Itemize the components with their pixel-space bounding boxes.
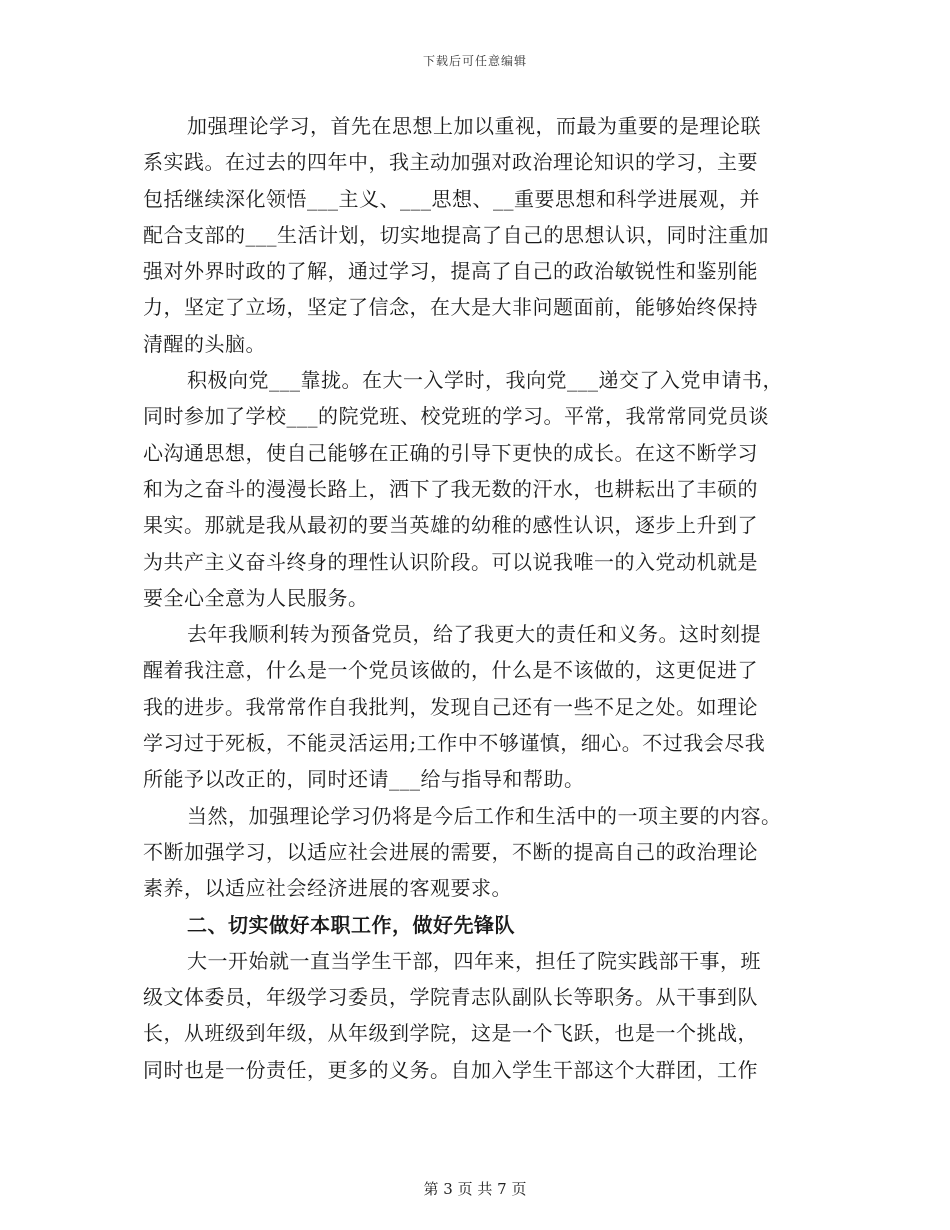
text-line: 大一开始就一直当学生干部，四年来，担任了院实践部干事，班 bbox=[187, 948, 761, 973]
text-line: 配合支部的___生活计划，切实地提高了自己的思想认识，同时注重加 bbox=[143, 222, 769, 247]
text-line: 和为之奋斗的漫漫长路上，洒下了我无数的汗水，也耕耘出了丰硕的 bbox=[143, 476, 758, 501]
text-line: 醒着我注意，什么是一个党员该做的，什么是不该做的，这更促进了 bbox=[143, 658, 758, 683]
page-header: 下载后可任意编辑 bbox=[422, 54, 527, 68]
document-body bbox=[143, 108, 823, 1088]
text-line: 系实践。在过去的四年中，我主动加强对政治理论知识的学习，主要 bbox=[143, 150, 758, 175]
text-line: 当然，加强理论学习仍将是今后工作和生活中的一项主要的内容。 bbox=[187, 803, 782, 828]
text-line: 清醒的头脑。 bbox=[143, 331, 266, 356]
text-line: 为共产主义奋斗终身的理性认识阶段。可以说我唯一的入党动机就是 bbox=[143, 549, 758, 574]
text-line: 我的进步。我常常作自我批判，发现自己还有一些不足之处。如理论 bbox=[143, 694, 758, 719]
text-line: 所能予以改正的，同时还请___给与指导和帮助。 bbox=[143, 767, 585, 792]
text-line: 同时也是一份责任，更多的义务。自加入学生干部这个大群团，工作 bbox=[143, 1057, 758, 1082]
text-line: 果实。那就是我从最初的要当英雄的幼稚的感性认识，逐步上升到了 bbox=[143, 513, 758, 538]
text-line: 积极向党___靠拢。在大一入学时，我向党___递交了入党申请书， bbox=[187, 368, 783, 393]
text-line: 不断加强学习，以适应社会进展的需要，不断的提高自己的政治理论 bbox=[143, 839, 758, 864]
text-line: 去年我顺利转为预备党员，给了我更大的责任和义务。这时刻提 bbox=[187, 622, 761, 647]
text-line: 强对外界时政的了解，通过学习，提高了自己的政治敏锐性和鉴别能 bbox=[143, 259, 758, 284]
text-line: 加强理论学习，首先在思想上加以重视，而最为重要的是理论联 bbox=[187, 114, 761, 138]
text-line: 长，从班级到年级，从年级到学院，这是一个飞跃，也是一个挑战， bbox=[143, 1021, 758, 1046]
text-line: 要全心全意为人民服务。 bbox=[143, 585, 369, 610]
text-line: 素养，以适应社会经济进展的客观要求。 bbox=[143, 876, 512, 901]
section-heading: 二、切实做好本职工作，做好先锋队 bbox=[187, 912, 515, 937]
text-line: 级文体委员，年级学习委员，学院青志队副队长等职务。从干事到队 bbox=[143, 985, 758, 1010]
text-line: 包括继续深化领悟___主义、___思想、__重要思想和科学进展观，并 bbox=[143, 186, 760, 211]
text-line: 心沟通思想，使自己能够在正确的引导下更快的成长。在这不断学习 bbox=[143, 440, 758, 465]
text-line: 同时参加了学校___的院党班、校党班的学习。平常，我常常同党员谈 bbox=[143, 404, 769, 429]
text-line: 力，坚定了立场，坚定了信念，在大是大非问题面前，能够始终保持 bbox=[143, 295, 758, 320]
text-line: 学习过于死板，不能灵活运用;工作中不够谨慎，细心。不过我会尽我 bbox=[143, 731, 766, 756]
page-footer: 第 3 页 共 7 页 bbox=[423, 1180, 527, 1198]
